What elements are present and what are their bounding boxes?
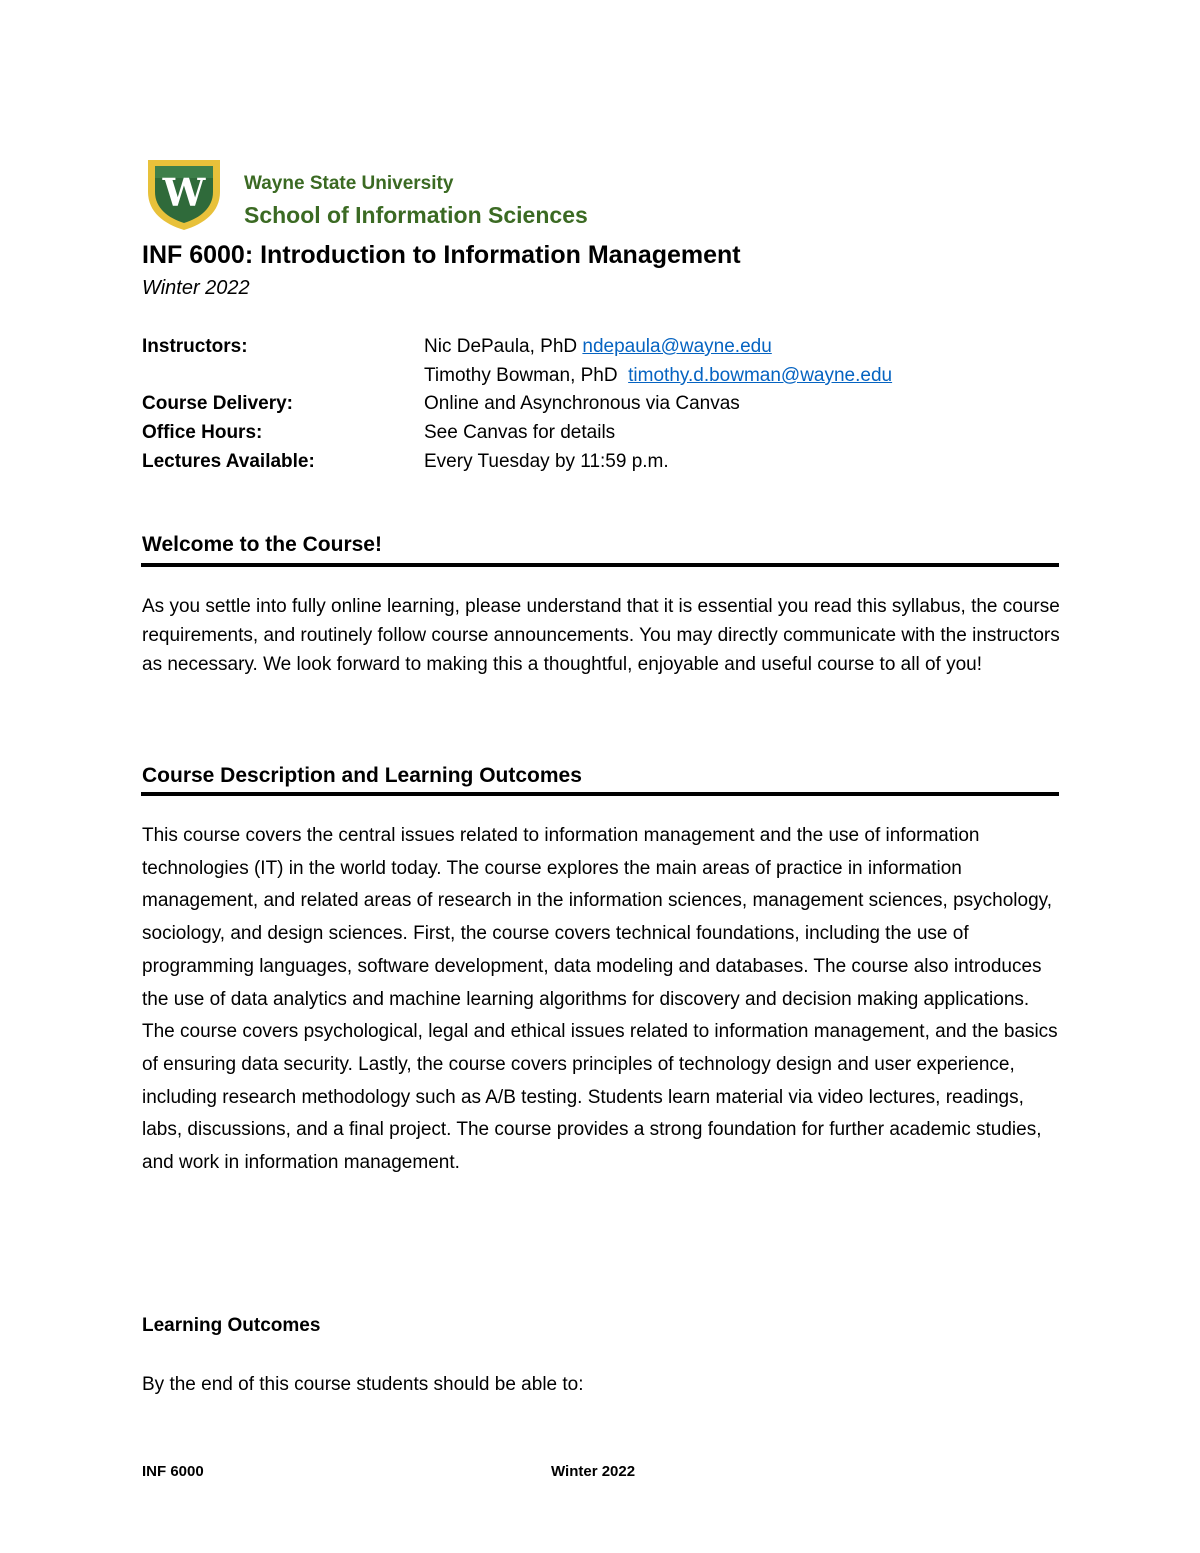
learning-outcomes-intro: By the end of this course students should be able to:	[142, 1374, 584, 1395]
instructor-2-email-link[interactable]: timothy.d.bowman@wayne.edu	[628, 365, 893, 386]
info-row-instructor-2	[142, 365, 1062, 394]
office-hours-label: Office Hours:	[142, 422, 263, 443]
welcome-heading: Welcome to the Course!	[142, 533, 382, 556]
university-name: Wayne State University	[244, 173, 454, 194]
delivery-value: Online and Asynchronous via Canvas	[424, 393, 740, 414]
description-body: This course covers the central issues related to information management and the use of information technologies (IT) in the world today. The course explores the main areas of practice in information management, and related areas of research in the information sciences, management sciences, psychology, sociology, and design sciences. First, the course covers technical foundations, including the use of programming languages, software development, data modeling and databases. The course also introduces the use of data analytics and machine learning algorithms for discovery and decision making applications. The course covers psychological, legal and ethical issues related to information management, and the basics of ensuring data security. Lastly, the course covers principles of technology design and user experience, including research methodology such as A/B testing. Students learn material via video lectures, readings, labs, discussions, and a final project. The course provides a strong foundation for further academic studies, and work in information management.	[142, 825, 1058, 1174]
welcome-divider	[141, 563, 1059, 567]
instructor-1-email-link[interactable]: ndepaula@wayne.edu	[582, 336, 772, 357]
instructor-2-name: Timothy Bowman, PhD	[424, 365, 629, 386]
lectures-label: Lectures Available:	[142, 451, 315, 472]
instructor-1	[424, 336, 772, 358]
description-heading: Course Description and Learning Outcomes	[142, 764, 582, 787]
school-name: School of Information Sciences	[244, 202, 588, 228]
instructor-1-name: Nic DePaula, PhD	[424, 336, 583, 357]
course-term: Winter 2022	[142, 277, 250, 299]
course-title: INF 6000: Introduction to Information Management	[142, 241, 741, 269]
info-row-lectures	[142, 451, 1062, 480]
logo-letter: W	[162, 170, 206, 215]
footer-course-code: INF 6000	[142, 1463, 204, 1480]
description-divider	[141, 792, 1059, 796]
info-row-instructors	[142, 336, 1062, 365]
delivery-label: Course Delivery:	[142, 393, 294, 414]
lectures-value: Every Tuesday by 11:59 p.m.	[424, 451, 669, 472]
instructor-2	[424, 365, 892, 387]
info-row-office-hours	[142, 422, 1062, 451]
office-hours-value: See Canvas for details	[424, 422, 616, 443]
instructors-label: Instructors:	[142, 336, 248, 357]
university-logo	[146, 156, 222, 232]
learning-outcomes-heading: Learning Outcomes	[142, 1315, 321, 1336]
welcome-body: As you settle into fully online learning, please understand that it is essential you read this syllabus, the course requirements, and routinely follow course announcements. You may directly communicate with the instructors as necessary. We look forward to making this a thoughtful, enjoyable and useful course to all of you!	[142, 596, 1060, 675]
footer-term: Winter 2022	[551, 1463, 636, 1480]
info-row-delivery	[142, 393, 1062, 422]
